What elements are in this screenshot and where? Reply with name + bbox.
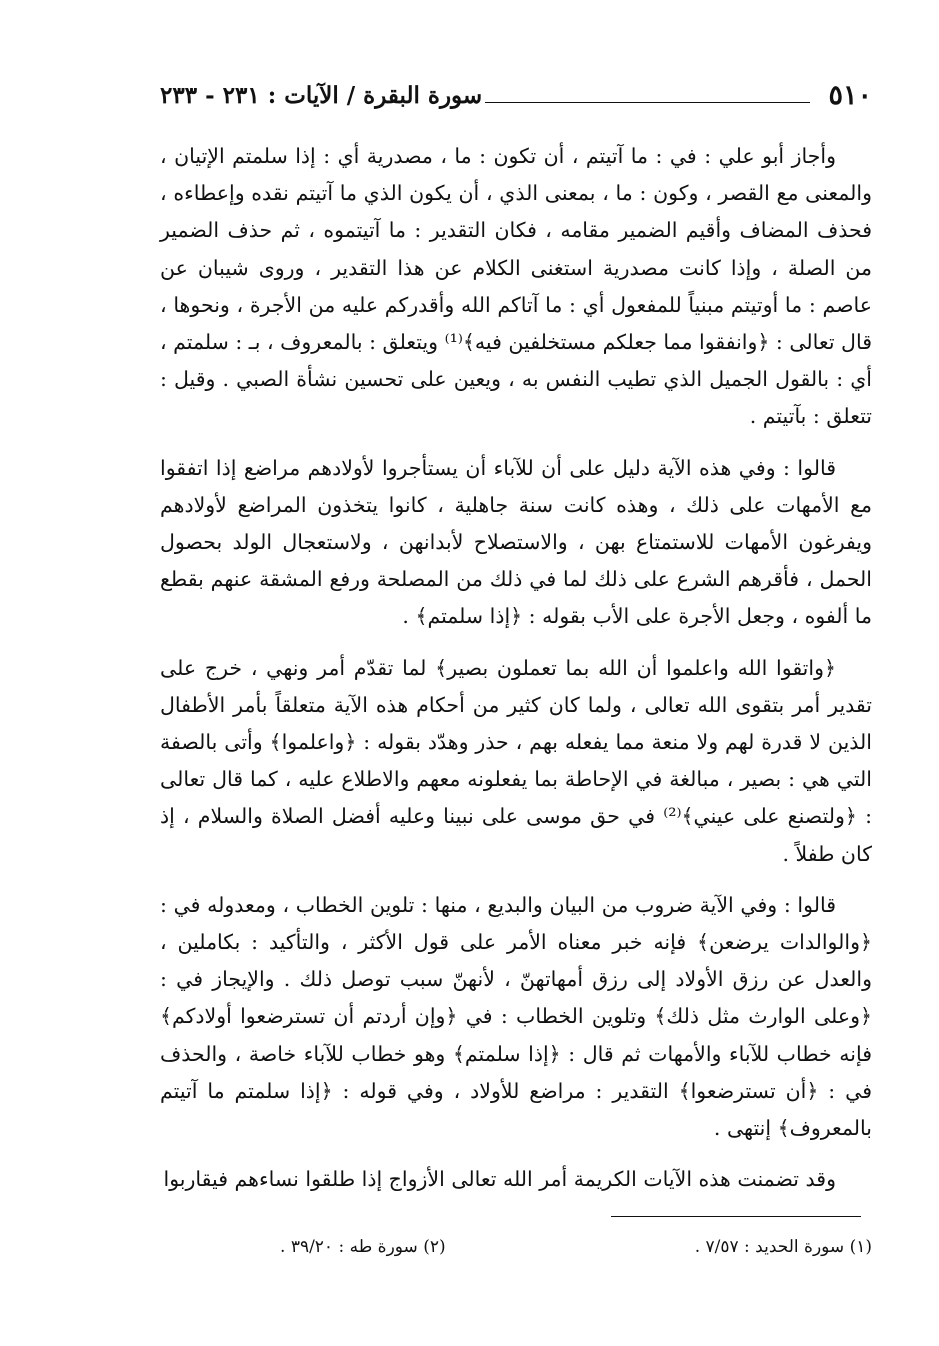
- header-rule: [485, 102, 810, 103]
- running-title: سورة البقرة / الآيات : ٢٣١ - ٢٣٣: [160, 82, 483, 109]
- footnote-1: (١) سورة الحديد : ٧/٥٧ .: [694, 1237, 872, 1257]
- body-text: [160, 138, 872, 1198]
- footnote-2: (٢) سورة طه : ٣٩/٢٠ .: [280, 1237, 446, 1257]
- paragraph-2: قالوا : وفي هذه الآية دليل على أن للآباء أن يستأجروا لأولادهم مراضع إذا اتفقوا مع الأمهات على ذلك ، وهذه كانت سنة جاهلية ، كانوا يتخذون المراضع لأولادهم ويفرغون الأمهات للاستمتاع بهن ، والاستصلاح لأبدانهن ، ولاستعجال الولد بحصول الحمل ، فأقرهم الشرع على ذلك لما في ذلك من المصلحة ورفع المشقة عنهم بقطع ما ألفوه ، وجعل الأجرة على الأب بقوله : ﴿إذا سلمتم﴾ .: [160, 455, 872, 629]
- paragraph-5: وقد تضمنت هذه الآيات الكريمة أمر الله تعالى الأزواج إذا طلقوا نساءهم فيقاربوا: [163, 1167, 836, 1192]
- paragraph-4: قالوا : وفي الآية ضروب من البيان والبديع ، منها : تلوين الخطاب ، ومعدوله في : ﴿والوالدات يرضعن﴾ فإنه خبر معناه الأمر على قول الأكثر ، والتأكيد : بكاملين ، والعدل عن رزق الأولاد إلى رزق أمهاتهنّ ، لأنهنّ سبب توصل ذلك . والإيجاز في : ﴿وعلى الوارث مثل ذلك﴾ وتلوين الخطاب : في ﴿وإن أردتم أن تسترضعوا أولادكم﴾ فإنه خطاب للآباء والأمهات ثم قال : ﴿إذا سلمتم﴾ وهو خطاب للآباء خاصة ، والحذف في : ﴿أن تسترضعوا﴾ التقدير : مراضع للأولاد ، وفي قوله : ﴿إذا سلمتم ما آتيتم بالمعروف﴾ إنتهى .: [160, 892, 872, 1141]
- footnotes: [280, 1232, 872, 1262]
- paragraph-3: ﴿واتقوا الله واعلموا أن الله بما تعملون بصير﴾ لما تقدّم أمر ونهي ، خرج على تقدير أمر بتقوى الله تعالى ، ولما كان كثير من أحكام هذه الآية متعلقاً بأمر الأطفال الذين لا قدرة لهم ولا منعة مما يفعله بهم ، حذر وهدّد بقوله : ﴿واعلموا﴾ وأتى بالصفة التي هي : بصير ، مبالغة في الإحاطة بما يفعلونه معهم والاطلاع عليه ، كما قال تعالى : ﴿ولتصنع على عيني﴾⁽²⁾ في حق موسى على نبينا وعليه أفضل الصلاة والسلام ، إذ كان طفلاً .: [160, 655, 872, 866]
- page-number: ٥١٠: [828, 80, 872, 111]
- paragraph-1: وأجاز أبو علي : في : ما آتيتم ، أن تكون : ما ، مصدرية أي : إذا سلمتم الإتيان ، والمعنى مع القصر ، وكون : ما ، بمعنى الذي ، أن يكون الذي ما آتيتم نقده وإعطاءه ، فحذف المضاف وأقيم الضمير مقامه ، فكان التقدير : ما آتيتموه ، ثم حذف الضمير من الصلة ، وإذا كانت مصدرية استغنى الكلام عن هذا التقدير ، وروى شيبان عن عاصم : ما أوتيتم مبنياً للمفعول أي : ما آتاكم الله وأقدركم عليه من الأجرة ، ونحوها ، قال تعالى : ﴿وانفقوا مما جعلكم مستخلفين فيه﴾⁽¹⁾ ويتعلق : بالمعروف ، بـ : سلمتم ، أي : بالقول الجميل الذي تطيب النفس به ، ويعين على تحسين نشأة الصبي . وقيل : تتعلق : بآتيتم .: [160, 144, 872, 429]
- page-header: [160, 78, 872, 118]
- footnote-rule: [611, 1216, 861, 1217]
